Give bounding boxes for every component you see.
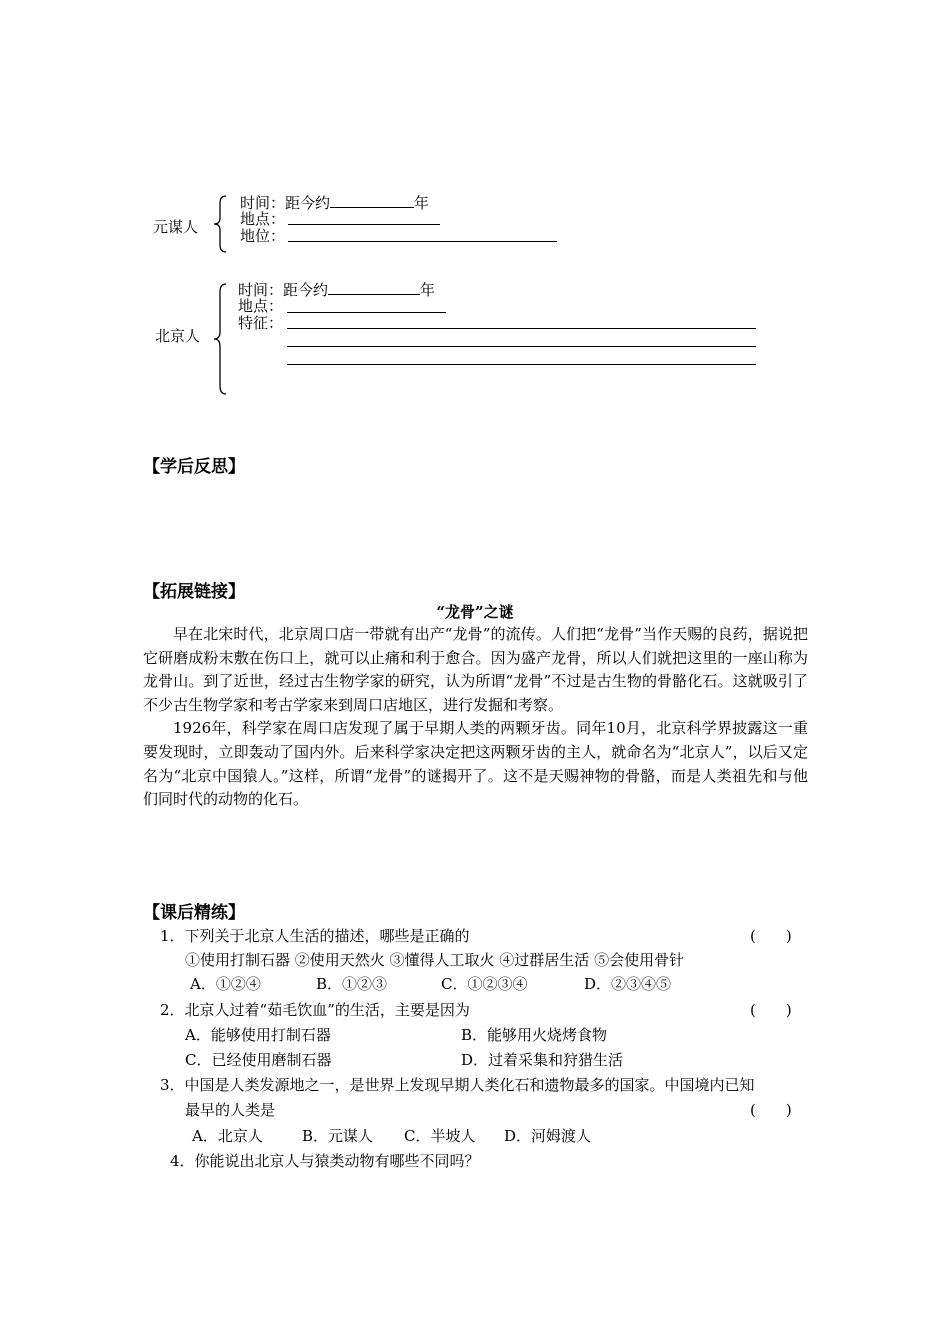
beijing-time-suffix: 年 <box>420 281 436 299</box>
yuanmou-time-prefix: 距今约 <box>285 194 331 212</box>
q1-option-a[interactable]: A．①②④ <box>190 975 261 993</box>
yuanmou-place-blank[interactable] <box>288 224 440 225</box>
q3-option-b[interactable]: B．元谋人 <box>302 1127 374 1145</box>
yuanmou-status-blank[interactable] <box>288 241 557 242</box>
yuanmou-place-label: 地点： <box>240 210 286 228</box>
beijing-place-blank[interactable] <box>287 312 446 313</box>
q1-option-d[interactable]: D．②③④⑤ <box>584 975 672 993</box>
beijing-brace <box>210 282 230 396</box>
beijing-time-prefix: 距今约 <box>283 281 329 299</box>
q2-option-a[interactable]: A．能够使用打制石器 <box>185 1026 331 1044</box>
beijing-label: 北京人 <box>155 327 201 345</box>
q3-option-c[interactable]: C．半坡人 <box>404 1127 476 1145</box>
q3-stem-line1: 3．中国是人类发源地之一，是世界上发现早期人类化石和遗物最多的国家。中国境内已知 <box>160 1076 755 1094</box>
yuanmou-time-label: 时间： <box>240 194 286 212</box>
extension-paragraph-2: 1926年，科学家在周口店发现了属于早期人类的两颗牙齿。同年10月，北京科学界披露这一重要发现时，立即轰动了国内外。后来科学家决定把这两颗牙齿的主人，就命名为“北京人”，以后又定名为“北京中国猿人。”这样，所谓“龙骨”的谜揭开了。这不是天赐神物的骨骼，而是人类祖先和与他们同时代的动物的化石。 <box>143 719 808 809</box>
beijing-place-label: 地点： <box>238 297 284 315</box>
q3-answer-paren[interactable]: ( ) <box>750 1101 792 1119</box>
yuanmou-label: 元谋人 <box>153 218 199 236</box>
beijing-time-label: 时间： <box>238 281 284 299</box>
q2-answer-paren[interactable]: ( ) <box>750 1001 792 1019</box>
yuanmou-brace <box>210 194 230 254</box>
q2-option-b[interactable]: B．能够用火烧烤食物 <box>461 1026 608 1044</box>
beijing-time-blank[interactable] <box>328 280 420 295</box>
q2-option-c[interactable]: C．已经使用磨制石器 <box>185 1051 332 1069</box>
beijing-feature-label: 特征： <box>238 314 284 332</box>
extension-paragraph-1: 早在北宋时代，北京周口店一带就有出产“龙骨”的流传。人们把“龙骨”当作天赐的良药，据说把它研磨成粉末敷在伤口上，就可以止痛和利于愈合。因为盛产龙骨，所以人们就把这里的一座山称为龙骨山。到了近世，经过古生物学家的研究，认为所谓“龙骨”不过是古生物的骨骼化石。这就吸引了不少古生物学家和考古学家来到周口店地区，进行发掘和考察。 <box>143 625 808 714</box>
q3-option-a[interactable]: A．北京人 <box>192 1127 263 1145</box>
yuanmou-time-suffix: 年 <box>414 194 430 212</box>
exercises-heading: 【课后精练】 <box>143 903 245 923</box>
extension-article <box>143 623 808 812</box>
q1-option-c[interactable]: C．①②③④ <box>441 975 528 993</box>
yuanmou-time-blank[interactable] <box>330 193 414 208</box>
q1-answer-paren[interactable]: ( ) <box>750 927 792 945</box>
extension-title: “龙骨”之谜 <box>436 603 514 621</box>
q2-stem: 2．北京人过着“茹毛饮血”的生活，主要是因为 <box>160 1001 470 1019</box>
q4-stem: 4．你能说出北京人与猿类动物有哪些不同吗？ <box>170 1152 480 1170</box>
yuanmou-status-label: 地位： <box>240 227 286 245</box>
q3-stem-line2: 最早的人类是 <box>185 1101 276 1119</box>
q1-stem: 1．下列关于北京人生活的描述，哪些是正确的 <box>160 927 470 945</box>
beijing-feature-blank-3[interactable] <box>287 364 756 365</box>
q3-option-d[interactable]: D．河姆渡人 <box>504 1127 592 1145</box>
reflection-heading: 【学后反思】 <box>143 457 245 477</box>
beijing-feature-blank-1[interactable] <box>287 328 756 329</box>
extension-heading: 【拓展链接】 <box>143 582 245 602</box>
q2-option-d[interactable]: D．过着采集和狩猎生活 <box>461 1051 624 1069</box>
beijing-feature-blank-2[interactable] <box>287 346 756 347</box>
q1-statements: ①使用打制石器 ②使用天然火 ③懂得人工取火 ④过群居生活 ⑤会使用骨针 <box>185 951 685 969</box>
q1-option-b[interactable]: B．①②③ <box>316 975 388 993</box>
